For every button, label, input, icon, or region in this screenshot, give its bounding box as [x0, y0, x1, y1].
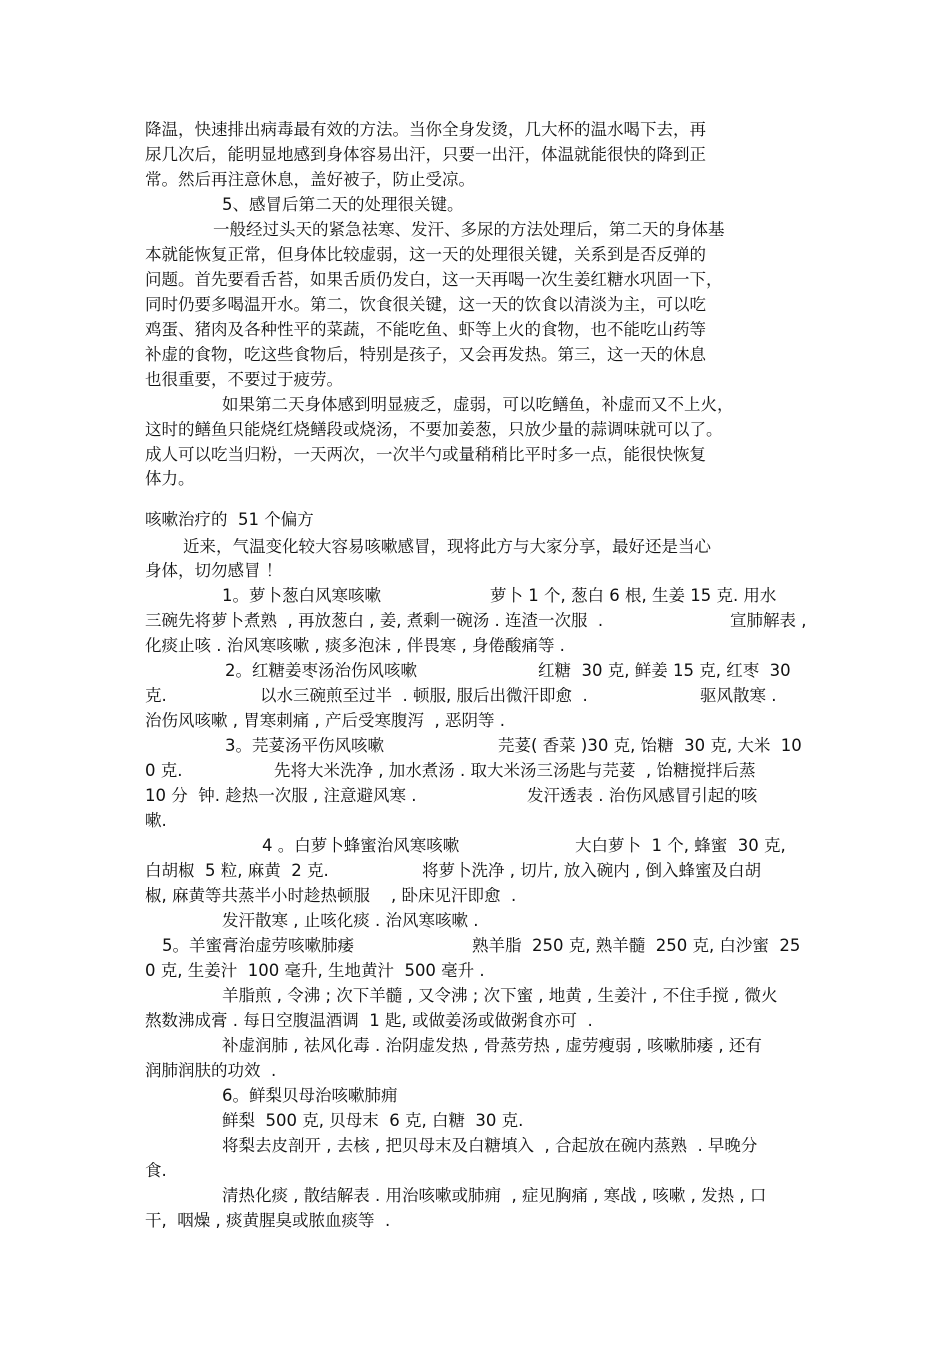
remedy-ingredients: 熟羊脂 250 克, 熟羊髓 250 克, 白沙蜜 25: [472, 936, 801, 955]
text-line: 10 分 钟. 趁热一次服 , 注意避风寒 .: [145, 786, 417, 805]
section-title: 咳嗽治疗的 51 个偏方: [145, 510, 314, 529]
text-line: 驱风散寒 .: [700, 686, 777, 705]
text-line: 常。然后再注意休息，盖好被子，防止受凉。: [145, 170, 475, 189]
remedy-title: 2。红糖姜枣汤治伤风咳嗽: [225, 661, 417, 680]
text-line: 清热化痰 , 散结解表 . 用治咳嗽或肺痈 , 症见胸痛 , 寒战 , 咳嗽 , 发热 , 口: [222, 1186, 767, 1205]
text-line: 宣肺解表 ,: [730, 611, 807, 630]
text-line: 如果第二天身体感到明显疲乏，虚弱，可以吃鳝鱼，补虚而又不上火，: [222, 395, 734, 414]
text-line: 白胡椒 5 粒, 麻黄 2 克.: [145, 861, 329, 880]
section-heading: 5、感冒后第二天的处理很关键。: [222, 195, 464, 214]
text-line: 同时仍要多喝温开水。第二，饮食很关键，这一天的饮食以清淡为主，可以吃: [145, 295, 706, 314]
remedy-title: 5。羊蜜膏治虚劳咳嗽肺痿: [162, 936, 354, 955]
text-line: 身体，切勿感冒 ！: [145, 561, 283, 580]
text-line: 0 克, 生姜汁 100 毫升, 生地黄汁 500 毫升 .: [145, 961, 485, 980]
text-line: 克.: [145, 686, 167, 705]
text-line: 三碗先将萝卜煮熟 , 再放葱白 , 姜, 煮剩一碗汤 . 连渣一次服 .: [145, 611, 604, 630]
text-line: 发汗透表 . 治伤风感冒引起的咳: [527, 786, 758, 805]
text-line: 治伤风咳嗽 , 胃寒刺痛 , 产后受寒腹泻 , 恶阴等 .: [145, 711, 505, 730]
text-line: 以水三碗煎至过半 . 顿服, 服后出微汗即愈 .: [260, 686, 588, 705]
text-line: 降温，快速排出病毒最有效的方法。当你全身发烫，几大杯的温水喝下去，再: [145, 120, 706, 139]
remedy-ingredients: 鲜梨 500 克, 贝母末 6 克, 白糖 30 克.: [222, 1111, 524, 1130]
text-line: 食.: [145, 1161, 167, 1180]
text-line: 0 克.: [145, 761, 183, 780]
text-line: 本就能恢复正常，但身体比较虚弱，这一天的处理很关键，关系到是否反弹的: [145, 245, 706, 264]
text-line: 嗽.: [145, 811, 167, 830]
text-line: 鸡蛋、猪肉及各种性平的菜蔬，不能吃鱼、虾等上火的食物，也不能吃山药等: [145, 320, 706, 339]
text-line: 先将大米洗净 , 加水煮汤 . 取大米汤三汤匙与芫荽 , 饴糖搅拌后蒸: [274, 761, 756, 780]
text-line: 将萝卜洗净 , 切片, 放入碗内 , 倒入蜂蜜及白胡: [422, 861, 761, 880]
remedy-ingredients: 芫荽( 香菜 )30 克, 饴糖 30 克, 大米 10: [498, 736, 802, 755]
text-line: 将梨去皮剖开 , 去核 , 把贝母末及白糖填入 , 合起放在碗内蒸熟 . 早晚分: [222, 1136, 758, 1155]
text-line: 干, 咽燥 , 痰黄腥臭或脓血痰等 .: [145, 1211, 391, 1230]
remedy-title: 4 。白萝卜蜂蜜治风寒咳嗽: [262, 836, 460, 855]
remedy-ingredients: 萝卜 1 个, 葱白 6 根, 生姜 15 克. 用水: [490, 586, 777, 605]
remedy-title: 1。萝卜葱白风寒咳嗽: [222, 586, 381, 605]
text-line: 润肺润肤的功效 .: [145, 1061, 277, 1080]
text-line: 发汗散寒 , 止咳化痰 . 治风寒咳嗽 .: [222, 911, 479, 930]
text-line: 近来，气温变化较大容易咳嗽感冒，现将此方与大家分享，最好还是当心: [183, 537, 711, 556]
text-line: 熬数沸成膏 . 每日空腹温酒调 1 匙, 或做姜汤或做粥食亦可 .: [145, 1011, 593, 1030]
text-line: 成人可以吃当归粉，一天两次，一次半勺或量稍稍比平时多一点，能很快恢复: [145, 445, 706, 464]
text-line: 体力。: [145, 469, 195, 488]
text-line: 一般经过头天的紧急祛寒、发汗、多尿的方法处理后，第二天的身体基: [213, 220, 725, 239]
text-line: 羊脂煎 , 令沸 ; 次下羊髓 , 又令沸 ; 次下蜜 , 地黄 , 生姜汁 , 不住手搅 , 微火: [222, 986, 778, 1005]
text-line: 补虚润肺 , 祛风化毒 . 治阴虚发热 , 骨蒸劳热 , 虚劳瘦弱 , 咳嗽肺痿 , 还有: [222, 1036, 762, 1055]
text-line: 也很重要，不要过于疲劳。: [145, 370, 343, 389]
text-line: 问题。首先要看舌苔，如果舌质仍发白，这一天再喝一次生姜红糖水巩固一下，: [145, 270, 723, 289]
remedy-title: 6。鲜梨贝母治咳嗽肺痈: [222, 1086, 398, 1105]
text-line: 尿几次后，能明显地感到身体容易出汗，只要一出汗，体温就能很快的降到正: [145, 145, 706, 164]
remedy-title: 3。芫荽汤平伤风咳嗽: [225, 736, 384, 755]
remedy-ingredients: 红糖 30 克, 鲜姜 15 克, 红枣 30: [538, 661, 791, 680]
text-line: 椒, 麻黄等共蒸半小时趁热顿服 , 卧床见汗即愈 .: [145, 886, 517, 905]
remedy-ingredients: 大白萝卜 1 个, 蜂蜜 30 克,: [575, 836, 786, 855]
text-line: 化痰止咳 . 治风寒咳嗽 , 痰多泡沫 , 伴畏寒 , 身倦酸痛等 .: [145, 636, 565, 655]
text-line: 这时的鳝鱼只能烧红烧鳝段或烧汤，不要加姜葱，只放少量的蒜调味就可以了。: [145, 420, 723, 439]
text-line: 补虚的食物，吃这些食物后，特别是孩子，又会再发热。第三，这一天的休息: [145, 345, 706, 364]
